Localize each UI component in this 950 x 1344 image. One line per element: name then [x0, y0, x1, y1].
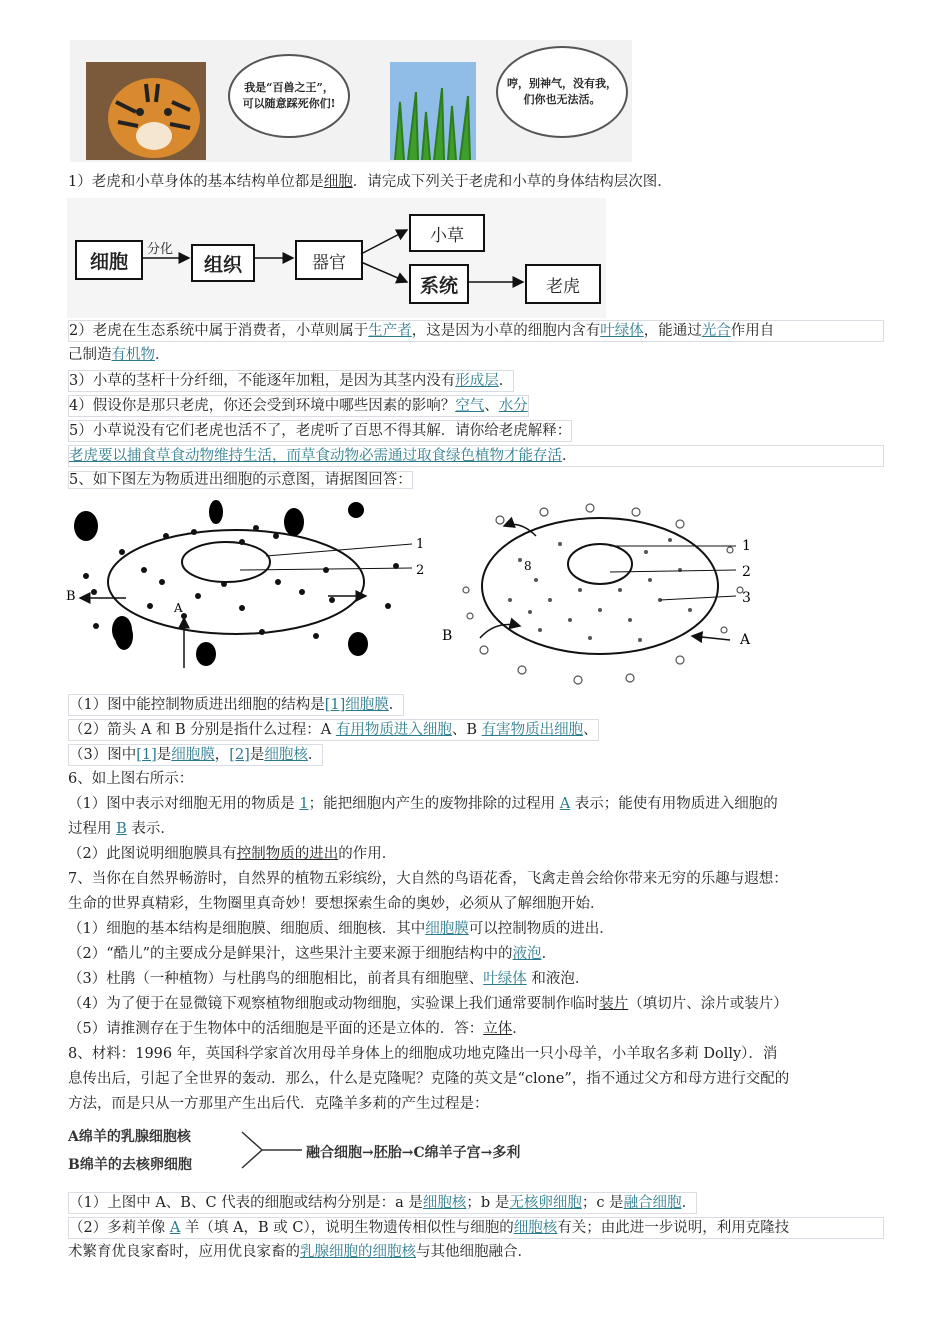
tiger-bubble-line1: 我是“百兽之王”，	[244, 81, 334, 94]
q1-answer: 细胞	[323, 174, 353, 190]
s6-question-1	[68, 794, 778, 814]
s6q1-line2-post: 表示．	[126, 821, 175, 837]
q2-line2-text: 己制造	[68, 347, 112, 363]
left-label-2: 2	[416, 563, 425, 578]
q1-text: 1）老虎和小草身体的基本结构单位都是	[68, 174, 324, 190]
q5-text: 5）小草说没有它们老虎也活不了，老虎听了百思不得其解．请你给老虎解释：	[69, 423, 572, 439]
q4-text: 4）假设你是那只老虎，你还会受到环境中哪些因素的影响？	[69, 398, 456, 414]
system-box: 系统	[409, 264, 469, 304]
s8q2-mid: 羊（填 A，B 或 C），说明生物遗传相似性与细胞的	[180, 1220, 514, 1236]
organ-box: 器官	[295, 240, 363, 280]
section-6-title: 6、如上图右所示：	[68, 771, 194, 787]
s5q3-mid1: 是	[156, 747, 172, 763]
left-label-a: A	[174, 601, 183, 615]
s6q1-post: 表示；能使有用物质进入细胞的	[570, 796, 778, 812]
q2-answer-producer: 生产者	[368, 323, 412, 339]
cell-diagram-right	[440, 500, 770, 690]
diagram-arrows	[67, 198, 606, 318]
q5-answer: 老虎要以捕食草食动物维持生活，而草食动物必需通过取食绿色植物才能存活	[69, 448, 562, 464]
s7-question-1	[68, 919, 614, 939]
q2-answer-chloroplast: 叶绿体	[600, 323, 644, 339]
s5-question-2	[68, 719, 599, 741]
left-label-1: 1	[416, 537, 425, 552]
s5q3-post: ．	[307, 747, 323, 763]
question-2	[68, 320, 884, 342]
right-label-a: A	[740, 632, 751, 648]
s5-title-text: 5、如下图左为物质进出细胞的示意图，请据图回答：	[69, 472, 412, 488]
s5q3-mid2: ，	[214, 747, 230, 763]
s6q2-text: （2）此图说明细胞膜具有	[68, 846, 237, 862]
right-label-2: 2	[742, 564, 751, 580]
q4-answer-air: 空气	[455, 398, 485, 414]
s7q3-post: 和液泡．	[526, 971, 590, 987]
section-8-line3: 方法，而是只从一方那里产生出后代．克隆羊多莉的产生过程是：	[68, 1096, 489, 1112]
q2-answer-photosynthesis: 光合	[701, 323, 731, 339]
s5q2-answer-b: 有害物质出细胞	[481, 722, 584, 738]
s8q1-answer-c: 融合细胞	[623, 1195, 682, 1211]
s5q1-text: （1）图中能控制物质进出细胞的结构是	[69, 697, 325, 713]
q4-sep: 、	[484, 398, 499, 414]
s5q3-mid3: 是	[249, 747, 265, 763]
s8-question-2	[68, 1217, 884, 1239]
q3-answer: 形成层	[455, 373, 499, 389]
q5-post: ．	[562, 448, 577, 464]
q2-text-post: 作用自	[730, 323, 775, 339]
s5q3-num1: [1]	[136, 747, 157, 763]
tiger-image	[86, 62, 206, 160]
s7q2-post: ．	[541, 946, 557, 962]
s8-question-2-line2	[68, 1242, 532, 1262]
q3-post: ．	[498, 373, 514, 389]
s7q4-text: （4）为了便于在显微镜下观察植物细胞或动物细胞，实验课上我们通常要制作临时	[68, 996, 600, 1012]
s8q1-mid1: ；b 是	[466, 1195, 510, 1211]
right-label-b: B	[442, 628, 453, 644]
s7-question-5	[68, 1019, 527, 1039]
s8q2-post: 有关；由此进一步说明，利用克隆技	[557, 1220, 790, 1236]
merge-bracket	[228, 1128, 308, 1172]
s6q1-line2: 过程用	[68, 821, 117, 837]
q2-line2-post: ．	[155, 347, 170, 363]
s8q1-post: ．	[681, 1195, 697, 1211]
s5q2-text: （2）箭头 A 和 B 分别是指什么过程：A	[69, 722, 336, 738]
s8q2-line2: 术繁育优良家畜时，应用优良家畜的	[68, 1244, 300, 1260]
s5-question-3	[68, 744, 323, 766]
clone-process-diagram	[68, 1122, 588, 1180]
tiger-box: 老虎	[525, 264, 601, 304]
tiger-speech-bubble	[228, 54, 350, 138]
s8q2-line2-post: 与其他细胞融合．	[416, 1244, 532, 1260]
grass-bubble-line1: 哼，别神气，没有我，	[507, 77, 617, 90]
s8-question-1	[68, 1192, 697, 1214]
right-label-3: 3	[742, 590, 751, 606]
clone-flow-text: 融合细胞→胚胎→C绵羊子宫→多利	[306, 1145, 521, 1161]
s8q2-answer-nucleus: 细胞核	[513, 1220, 558, 1236]
cell-box: 细胞	[75, 240, 143, 280]
tissue-box: 组织	[191, 244, 255, 282]
structure-hierarchy-diagram	[67, 198, 606, 318]
s6-question-1-line2	[68, 819, 175, 839]
s7-question-4	[68, 994, 788, 1014]
s5q3-answer2: 细胞核	[264, 747, 308, 763]
question-1	[68, 172, 672, 192]
s7q4-post: （填切片、涂片或装片）	[628, 996, 788, 1012]
s5q3-text: （3）图中	[69, 747, 137, 763]
s7q3-answer: 叶绿体	[483, 971, 527, 987]
right-label-1: 1	[742, 538, 751, 554]
s6-question-2	[68, 844, 396, 864]
clone-source-b: B绵羊的去核卵细胞	[68, 1157, 192, 1173]
cell-diagram-left	[66, 496, 436, 676]
q2-answer-organic: 有机物	[111, 347, 155, 363]
q4-answer-water: 水分	[498, 398, 528, 414]
s7q5-post: ．	[512, 1021, 527, 1037]
s8q1-text: （1）上图中 A、B、C 代表的细胞或结构分别是：a 是	[69, 1195, 423, 1211]
section-7-title-line2: 生命的世界真精彩，生物圈里真奇妙！要想探索生命的奥妙，必须从了解细胞开始．	[68, 896, 605, 912]
q2-text: 2）老虎在生态系统中属于消费者，小草则属于	[69, 323, 369, 339]
section-8-line1: 8、材料：1996 年，英国科学家首次用母羊身体上的细胞成功地克隆出一只小母羊，小羊取名多莉 Dolly）．消	[68, 1046, 778, 1062]
s8q1-answer-b: 无核卵细胞	[509, 1195, 582, 1211]
s7q2-answer: 液泡	[512, 946, 542, 962]
s7q3-text: （3）杜鹃（一种植物）与杜鹃鸟的细胞相比，前者具有细胞壁、	[68, 971, 484, 987]
grass-image	[390, 62, 476, 160]
s5q2-post: 、	[583, 722, 598, 738]
s6q1-answer1: 1	[299, 796, 309, 812]
differentiation-label: 分化	[147, 242, 174, 257]
question-5-answer-row	[68, 445, 884, 467]
s6q1-text: （1）图中表示对细胞无用的物质是	[68, 796, 300, 812]
left-label-b: B	[66, 589, 76, 604]
tiger-bubble-line2: 可以随意踩死你们!	[242, 97, 336, 110]
s6q1-answer2: A	[559, 796, 571, 812]
s7-question-2	[68, 944, 556, 964]
q2-text-mid2: ，能通过	[643, 323, 702, 339]
s7q1-text: （1）细胞的基本结构是细胞膜、细胞质、细胞核．其中	[68, 921, 426, 937]
s8q2-answer-sheep: A	[169, 1220, 181, 1236]
question-4	[68, 395, 529, 417]
s7q4-answer: 装片	[599, 996, 629, 1012]
right-label-8: 8	[524, 559, 532, 573]
top-illustration	[70, 40, 632, 162]
section-5-title	[68, 470, 413, 490]
s5q1-post: ．	[388, 697, 404, 713]
question-3	[68, 370, 514, 392]
section-8-line2: 息传出后，引起了全世界的轰动．那么，什么是克隆呢？克隆的英文是“clone”，指不通过父方和母方进行交配的	[68, 1071, 790, 1087]
s6q1-mid: ；能把细胞内产生的废物排除的过程用	[308, 796, 560, 812]
s6q2-answer: 控制物质的进出	[236, 846, 339, 862]
s7q1-answer: 细胞膜	[425, 921, 469, 937]
question-5	[68, 420, 572, 442]
s7-question-3	[68, 969, 589, 989]
s7q5-text: （5）请推测存在于生物体中的活细胞是平面的还是立体的．答：	[68, 1021, 484, 1037]
grass-bubble-line2: 们你也无法活。	[523, 93, 601, 106]
s5q3-num2: [2]	[229, 747, 250, 763]
question-2-line2	[68, 345, 170, 365]
s5q3-answer1: 细胞膜	[171, 747, 215, 763]
q2-text-mid1: ，这是因为小草的细胞内含有	[411, 323, 601, 339]
s8q1-answer-a: 细胞核	[422, 1195, 467, 1211]
s7q1-post: 可以控制物质的进出．	[468, 921, 614, 937]
grass-box: 小草	[409, 214, 485, 252]
section-7-title: 7、当你在自然界畅游时，自然界的植物五彩缤纷，大自然的鸟语花香，飞禽走兽会给你带来无穷的乐趣与遐想：	[68, 871, 788, 887]
s8q2-text: （2）多莉羊像	[69, 1220, 170, 1236]
s6q1-answer3: B	[116, 821, 127, 837]
grass-speech-bubble	[496, 46, 628, 138]
s7q2-text: （2）“酷儿”的主要成分是鲜果汁，这些果汁主要来源于细胞结构中的	[68, 946, 513, 962]
s5q2-answer-a: 有用物质进入细胞	[335, 722, 452, 738]
s7q5-answer: 立体	[483, 1021, 513, 1037]
q3-text: 3）小草的茎杆十分纤细，不能逐年加粗，是因为其茎内没有	[69, 373, 456, 389]
s6q2-post: 的作用．	[338, 846, 397, 862]
s5-question-1	[68, 694, 404, 716]
s8q1-mid2: ；c 是	[581, 1195, 624, 1211]
s5q2-mid: 、B	[451, 722, 482, 738]
s5q1-answer-num: [1]	[324, 697, 346, 713]
clone-source-a: A绵羊的乳腺细胞核	[68, 1129, 191, 1145]
q1-text-post: ．请完成下列关于老虎和小草的身体结构层次图．	[352, 174, 672, 190]
s5q1-answer: 细胞膜	[345, 697, 389, 713]
s8q2-answer-mammary: 乳腺细胞的细胞核	[300, 1244, 416, 1260]
